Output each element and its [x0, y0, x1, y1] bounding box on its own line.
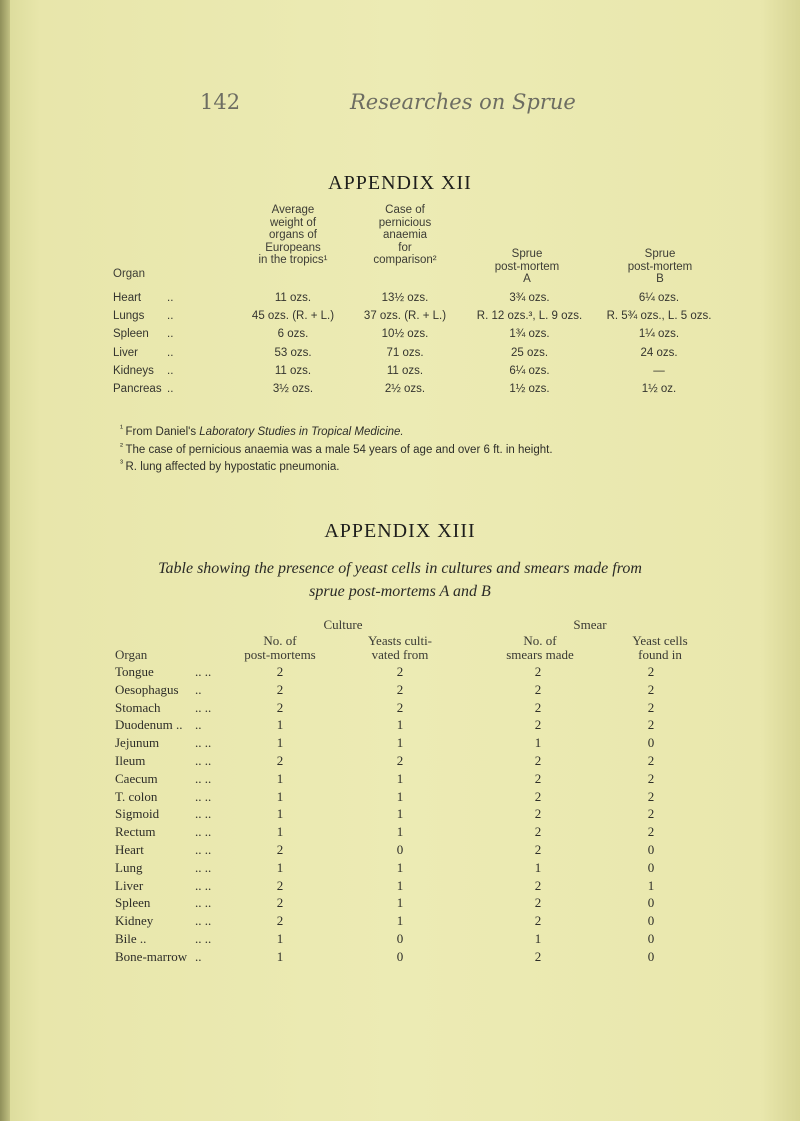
post-mortems-count: 2 [276, 664, 284, 679]
leader-dots: .. [167, 292, 174, 304]
average-weight: 3½ ozs. [272, 383, 314, 395]
header-sprue-a-line: Sprue [511, 248, 543, 260]
table-row [0, 771, 800, 787]
yeasts-cultivated-count: 0 [396, 948, 404, 964]
col-header-organ: Organ [113, 268, 145, 280]
leader-dots: .. .. [195, 788, 212, 804]
header-no-pm-line: post-mortems [244, 647, 316, 662]
yeasts-cultivated-count: 1 [396, 877, 404, 893]
leader-dots: .. [167, 310, 174, 323]
header-no-smears-line: smears made [506, 647, 574, 662]
leader-dots: .. [167, 346, 174, 359]
header-average-line: organs of [269, 229, 317, 241]
average-weight: 45 ozs. (R. + L.) [251, 310, 335, 323]
leader-dots: .. .. [195, 931, 212, 946]
sprue-a-weight: 25 ozs. [510, 346, 549, 359]
smears-made-count: 2 [534, 699, 542, 715]
yeast-found-count: 2 [647, 788, 655, 804]
leader-dots: .. .. [195, 664, 212, 679]
post-mortems-count: 2 [276, 913, 284, 929]
leader-dots: .. [195, 681, 202, 697]
header-average-line: weight of [269, 216, 317, 229]
post-mortems-count: 1 [276, 824, 284, 840]
page-number: 142 [200, 90, 241, 114]
yeasts-cultivated-count: 1 [396, 770, 404, 786]
leader-dots: .. .. [195, 806, 212, 822]
yeast-found-count: 2 [647, 664, 655, 679]
table-row [0, 717, 800, 733]
post-mortems-count: 1 [276, 931, 284, 946]
yeast-found-count: 0 [647, 735, 655, 751]
smears-made-count: 2 [534, 913, 542, 929]
header-sprue-b-line: post-mortem [627, 260, 693, 273]
header-average-line: in the tropics¹ [258, 254, 328, 266]
header-sprue-a-line: A [523, 273, 531, 285]
organ-name: Oesophagus [115, 681, 179, 697]
yeasts-cultivated-count: 1 [396, 824, 404, 840]
table-row [0, 895, 800, 911]
organ-name: Ileum [115, 753, 146, 768]
average-weight: 11 ozs. [274, 364, 312, 377]
header-pernicious-line: anaemia [382, 229, 428, 241]
footnote [120, 423, 404, 438]
header-yeasts-line: Yeasts culti- [367, 633, 433, 648]
table-row [0, 682, 800, 698]
sprue-a-weight: 1½ ozs. [509, 383, 550, 395]
sprue-a-weight: 3¾ ozs. [509, 292, 550, 304]
leader-dots: .. .. [195, 913, 212, 929]
smears-made-count: 2 [534, 717, 542, 733]
yeasts-cultivated-count: 1 [396, 788, 404, 804]
yeast-found-count: 2 [647, 717, 655, 733]
header-pernicious-line: pernicious [378, 216, 432, 229]
table-row [0, 824, 800, 840]
running-title: Researches on Sprue [350, 90, 576, 114]
post-mortems-count: 1 [276, 717, 284, 733]
header-no-pm-line: No. of [263, 633, 297, 648]
header-sprue-a-line: post-mortem [494, 260, 560, 273]
header-average-line: Europeans [265, 241, 321, 254]
group-header-culture: Culture [323, 617, 363, 632]
yeast-found-count: 2 [647, 681, 655, 697]
col-header-organ-2: Organ [115, 647, 148, 662]
smears-made-count: 2 [534, 681, 542, 697]
table-row [0, 700, 800, 716]
appendix-12-title: APPENDIX XII [328, 172, 472, 194]
post-mortems-count: 2 [276, 842, 284, 857]
header-yeasts-line: vated from [371, 647, 429, 662]
post-mortems-count: 2 [276, 753, 284, 768]
col-header-pernicious-anaemia [350, 204, 460, 267]
header-pernicious-line: for [398, 241, 412, 254]
sprue-b-weight: R. 5¾ ozs., L. 5 ozs. [606, 310, 712, 323]
post-mortems-count: 1 [276, 770, 284, 786]
footnote-text: The case of pernicious anaemia was a male 54 years of age and over 6 ft. in height. [125, 443, 553, 456]
leader-dots: .. [167, 364, 174, 377]
col-header-average-weight [238, 204, 348, 267]
post-mortems-count: 1 [276, 859, 284, 875]
header-pernicious-line: Case of [385, 204, 425, 216]
table-row [0, 328, 800, 344]
yeast-found-count: 2 [647, 753, 655, 768]
yeasts-cultivated-count: 2 [396, 699, 404, 715]
yeast-found-count: 0 [647, 948, 655, 964]
smears-made-count: 2 [534, 770, 542, 786]
leader-dots: .. .. [195, 699, 212, 715]
sprue-a-weight: 1¾ ozs. [509, 328, 550, 341]
group-header-smear: Smear [573, 617, 607, 632]
post-mortems-count: 2 [276, 699, 284, 715]
table-row [0, 789, 800, 805]
yeasts-cultivated-count: 2 [396, 664, 404, 679]
yeast-found-count: 0 [647, 842, 655, 857]
table-row [0, 664, 800, 680]
organ-name: Heart [115, 842, 144, 857]
average-weight: 53 ozs. [274, 346, 312, 359]
header-pernicious-line: comparison² [373, 254, 437, 266]
organ-name: Kidneys [113, 364, 154, 377]
smears-made-count: 2 [534, 824, 542, 840]
sprue-a-weight: 6¼ ozs. [509, 364, 550, 377]
organ-name: Sigmoid [115, 806, 160, 822]
organ-name: Bile .. [115, 931, 147, 946]
table-row [0, 383, 800, 399]
post-mortems-count: 2 [276, 877, 284, 893]
col-header-smears-made [480, 634, 600, 662]
post-mortems-count: 1 [276, 806, 284, 822]
header-yeast-found-line: Yeast cells [632, 633, 688, 648]
footnote-text: From Daniel's [125, 426, 200, 438]
table-row [0, 310, 800, 326]
appendix-13-title: APPENDIX XIII [324, 520, 476, 542]
pernicious-weight: 2½ ozs. [384, 383, 426, 395]
organ-name: Lung [115, 859, 143, 875]
pernicious-weight: 10½ ozs. [381, 328, 429, 341]
header-sprue-b-line: B [656, 273, 664, 285]
table-row [0, 860, 800, 876]
table-caption-line-2: sprue post-mortems A and B [309, 583, 491, 600]
footnote-mark: ² [120, 440, 126, 451]
header-average-line: Average [271, 204, 315, 216]
yeasts-cultivated-count: 1 [396, 913, 404, 929]
yeasts-cultivated-count: 1 [396, 859, 404, 875]
yeast-found-count: 2 [647, 699, 655, 715]
organ-name: Kidney [115, 913, 154, 929]
smears-made-count: 2 [534, 664, 542, 679]
yeast-found-count: 0 [647, 859, 655, 875]
smears-made-count: 2 [534, 948, 542, 964]
yeasts-cultivated-count: 2 [396, 753, 404, 768]
smears-made-count: 1 [534, 735, 542, 751]
organ-name: Lungs [113, 310, 145, 323]
leader-dots: .. .. [195, 877, 212, 893]
yeasts-cultivated-count: 1 [396, 806, 404, 822]
footnote-text: R. lung affected by hypostatic pneumonia. [125, 461, 340, 473]
leader-dots: .. [167, 328, 174, 341]
table-row [0, 365, 800, 381]
footnote-italic: Laboratory Studies in Tropical Medicine. [199, 426, 404, 438]
average-weight: 6 ozs. [277, 328, 309, 341]
leader-dots: .. .. [195, 735, 212, 751]
pernicious-weight: 13½ ozs. [381, 292, 429, 304]
yeasts-cultivated-count: 2 [396, 681, 404, 697]
sprue-b-weight: — [653, 364, 665, 377]
yeasts-cultivated-count: 1 [396, 735, 404, 751]
post-mortems-count: 1 [276, 735, 284, 751]
organ-name: Jejunum [115, 735, 160, 751]
post-mortems-count: 2 [276, 895, 284, 911]
yeast-found-count: 0 [647, 913, 655, 929]
organ-name: Caecum [115, 770, 158, 786]
leader-dots: .. .. [195, 895, 212, 911]
organ-name: T. colon [115, 788, 158, 804]
organ-name: Tongue [115, 664, 154, 679]
yeasts-cultivated-count: 0 [396, 842, 404, 857]
col-header-yeasts-cultivated [340, 634, 460, 662]
leader-dots: .. .. [195, 824, 212, 840]
organ-name: Duodenum .. [115, 717, 183, 733]
smears-made-count: 2 [534, 753, 542, 768]
smears-made-count: 1 [534, 859, 542, 875]
yeast-found-count: 0 [647, 895, 655, 911]
table-row [0, 842, 800, 858]
leader-dots: .. [195, 948, 202, 964]
organ-name: Spleen [115, 895, 151, 911]
smears-made-count: 1 [534, 931, 542, 946]
table-row [0, 949, 800, 965]
pernicious-weight: 37 ozs. (R. + L.) [363, 310, 447, 323]
yeast-found-count: 0 [647, 931, 655, 946]
organ-name: Liver [113, 346, 138, 359]
smears-made-count: 2 [534, 806, 542, 822]
yeast-found-count: 2 [647, 824, 655, 840]
leader-dots: .. [195, 717, 202, 733]
sprue-a-weight: R. 12 ozs.³, L. 9 ozs. [476, 310, 583, 323]
organ-name: Spleen [113, 328, 149, 341]
sprue-b-weight: 24 ozs. [640, 346, 678, 359]
col-header-sprue-a [462, 248, 592, 286]
sprue-b-weight: 1½ oz. [641, 383, 677, 395]
sprue-b-weight: 1¼ ozs. [638, 328, 680, 341]
post-mortems-count: 1 [276, 948, 284, 964]
header-no-smears-line: No. of [523, 633, 557, 648]
col-header-sprue-b [600, 248, 720, 286]
smears-made-count: 2 [534, 895, 542, 911]
leader-dots: .. .. [195, 842, 212, 857]
table-row [0, 292, 800, 308]
sprue-b-weight: 6¼ ozs. [638, 292, 680, 304]
yeast-found-count: 2 [647, 806, 655, 822]
footnote [120, 458, 339, 473]
post-mortems-count: 2 [276, 681, 284, 697]
table-row [0, 753, 800, 769]
pernicious-weight: 71 ozs. [386, 346, 424, 359]
header-yeast-found-line: found in [638, 647, 682, 662]
col-header-post-mortems [215, 634, 345, 662]
organ-name: Bone-marrow [115, 948, 188, 964]
table-row [0, 806, 800, 822]
table-row [0, 913, 800, 929]
yeast-found-count: 1 [647, 877, 655, 893]
smears-made-count: 2 [534, 788, 542, 804]
footnote-mark: ¹ [120, 423, 126, 433]
leader-dots: .. .. [195, 859, 212, 875]
header-sprue-b-line: Sprue [644, 248, 676, 260]
organ-name: Liver [115, 877, 144, 893]
smears-made-count: 2 [534, 877, 542, 893]
leader-dots: .. [167, 383, 174, 395]
pernicious-weight: 11 ozs. [386, 364, 424, 377]
average-weight: 11 ozs. [274, 292, 312, 304]
table-row [0, 878, 800, 894]
leader-dots: .. .. [195, 770, 212, 786]
post-mortems-count: 1 [276, 788, 284, 804]
footnote [120, 441, 553, 456]
smears-made-count: 2 [534, 842, 542, 857]
table-row [0, 931, 800, 947]
leader-dots: .. .. [195, 753, 212, 768]
table-row [0, 347, 800, 363]
organ-name: Rectum [115, 824, 156, 840]
organ-name: Stomach [115, 699, 161, 715]
footnote-mark: ³ [120, 458, 126, 468]
yeasts-cultivated-count: 0 [396, 931, 404, 946]
table-caption-line-1: Table showing the presence of yeast cells in cultures and smears made from [158, 560, 642, 577]
organ-name: Heart [113, 292, 142, 304]
yeasts-cultivated-count: 1 [396, 717, 404, 733]
table-row [0, 735, 800, 751]
yeast-found-count: 2 [647, 770, 655, 786]
organ-name: Pancreas [113, 383, 162, 395]
yeasts-cultivated-count: 1 [396, 895, 404, 911]
col-header-yeast-found [600, 634, 720, 662]
